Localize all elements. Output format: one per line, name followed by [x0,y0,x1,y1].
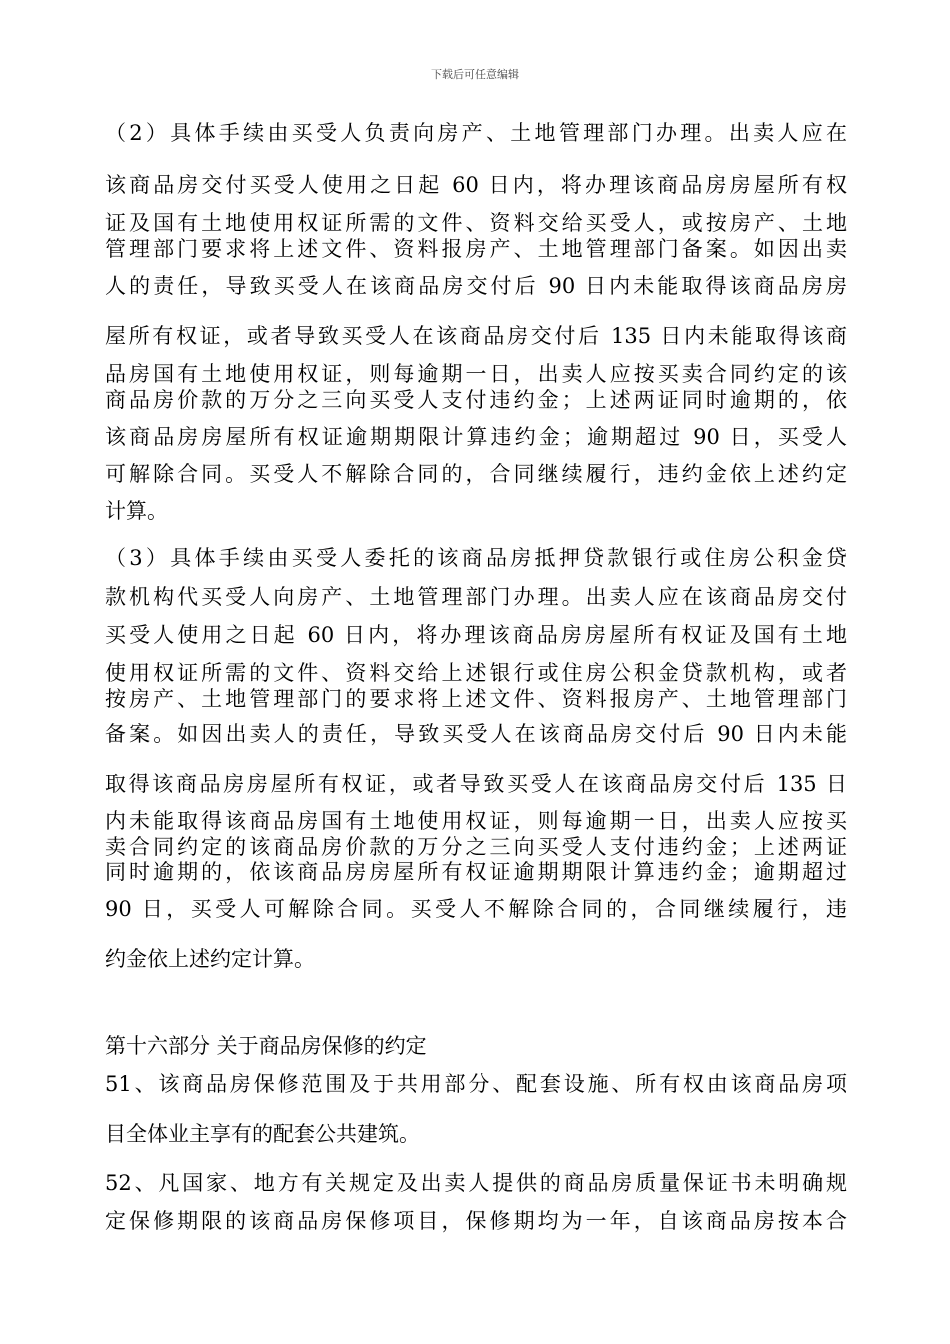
paragraph-line: 约金依上述约定计算。 [105,947,315,971]
paragraph-line: （3）具体手续由买受人委托的该商品房抵押贷款银行或住房公积金贷 [105,546,847,570]
paragraph-line: 可解除合同。买受人不解除合同的，合同继续履行，违约金依上述约定 [105,462,847,486]
section-heading: 第十六部分 关于商品房保修的约定 [105,1034,427,1058]
page-header: 下载后可任意编辑 [431,68,519,81]
paragraph-line: 定保修期限的该商品房保修项目，保修期均为一年，自该商品房按本合 [105,1209,847,1233]
paragraph-line: 使用权证所需的文件、资料交给上述银行或住房公积金贷款机构，或者 [105,661,847,685]
paragraph-line: 90 日，买受人可解除合同。买受人不解除合同的，合同继续履行，违 [105,897,847,921]
paragraph-line: 备案。如因出卖人的责任，导致买受人在该商品房交付后 90 日内未能 [105,722,847,746]
paragraph-line: 该商品房房屋所有权证逾期期限计算违约金；逾期超过 90 日，买受人 [105,425,847,449]
paragraph-line: 品房国有土地使用权证，则每逾期一日，出卖人应按买卖合同约定的该 [105,362,847,386]
paragraph-line: 51、该商品房保修范围及于共用部分、配套设施、所有权由该商品房项 [105,1072,847,1096]
paragraph-line: 管理部门要求将上述文件、资料报房产、土地管理部门备案。如因出卖 [105,237,847,261]
paragraph-line: 目全体业主享有的配套公共建筑。 [105,1122,420,1146]
paragraph-line: 计算。 [105,499,168,523]
paragraph-line: 同时逾期的，依该商品房房屋所有权证逾期期限计算违约金；逾期超过 [105,860,847,884]
paragraph-line: 屋所有权证，或者导致买受人在该商品房交付后 135 日内未能取得该商 [105,324,847,348]
paragraph-line: 商品房价款的万分之三向买受人支付违约金；上述两证同时逾期的，依 [105,388,847,412]
paragraph-line: 按房产、土地管理部门的要求将上述文件、资料报房产、土地管理部门 [105,687,847,711]
paragraph-line: 人的责任，导致买受人在该商品房交付后 90 日内未能取得该商品房房 [105,274,847,298]
paragraph-line: 52、凡国家、地方有关规定及出卖人提供的商品房质量保证书未明确规 [105,1171,847,1195]
paragraph-line: 证及国有土地使用权证所需的文件、资料交给买受人，或按房产、土地 [105,211,847,235]
paragraph-line: 取得该商品房房屋所有权证，或者导致买受人在该商品房交付后 135 日 [105,772,847,796]
paragraph-line: 卖合同约定的该商品房价款的万分之三向买受人支付违约金；上述两证 [105,835,847,859]
paragraph-line: 内未能取得该商品房国有土地使用权证，则每逾期一日，出卖人应按买 [105,809,847,833]
paragraph-line: 买受人使用之日起 60 日内，将办理该商品房房屋所有权证及国有土地 [105,623,847,647]
paragraph-line: 该商品房交付买受人使用之日起 60 日内，将办理该商品房房屋所有权 [105,173,847,197]
paragraph-line: （2）具体手续由买受人负责向房产、土地管理部门办理。出卖人应在 [105,121,847,145]
paragraph-line: 款机构代买受人向房产、土地管理部门办理。出卖人应在该商品房交付 [105,585,847,609]
